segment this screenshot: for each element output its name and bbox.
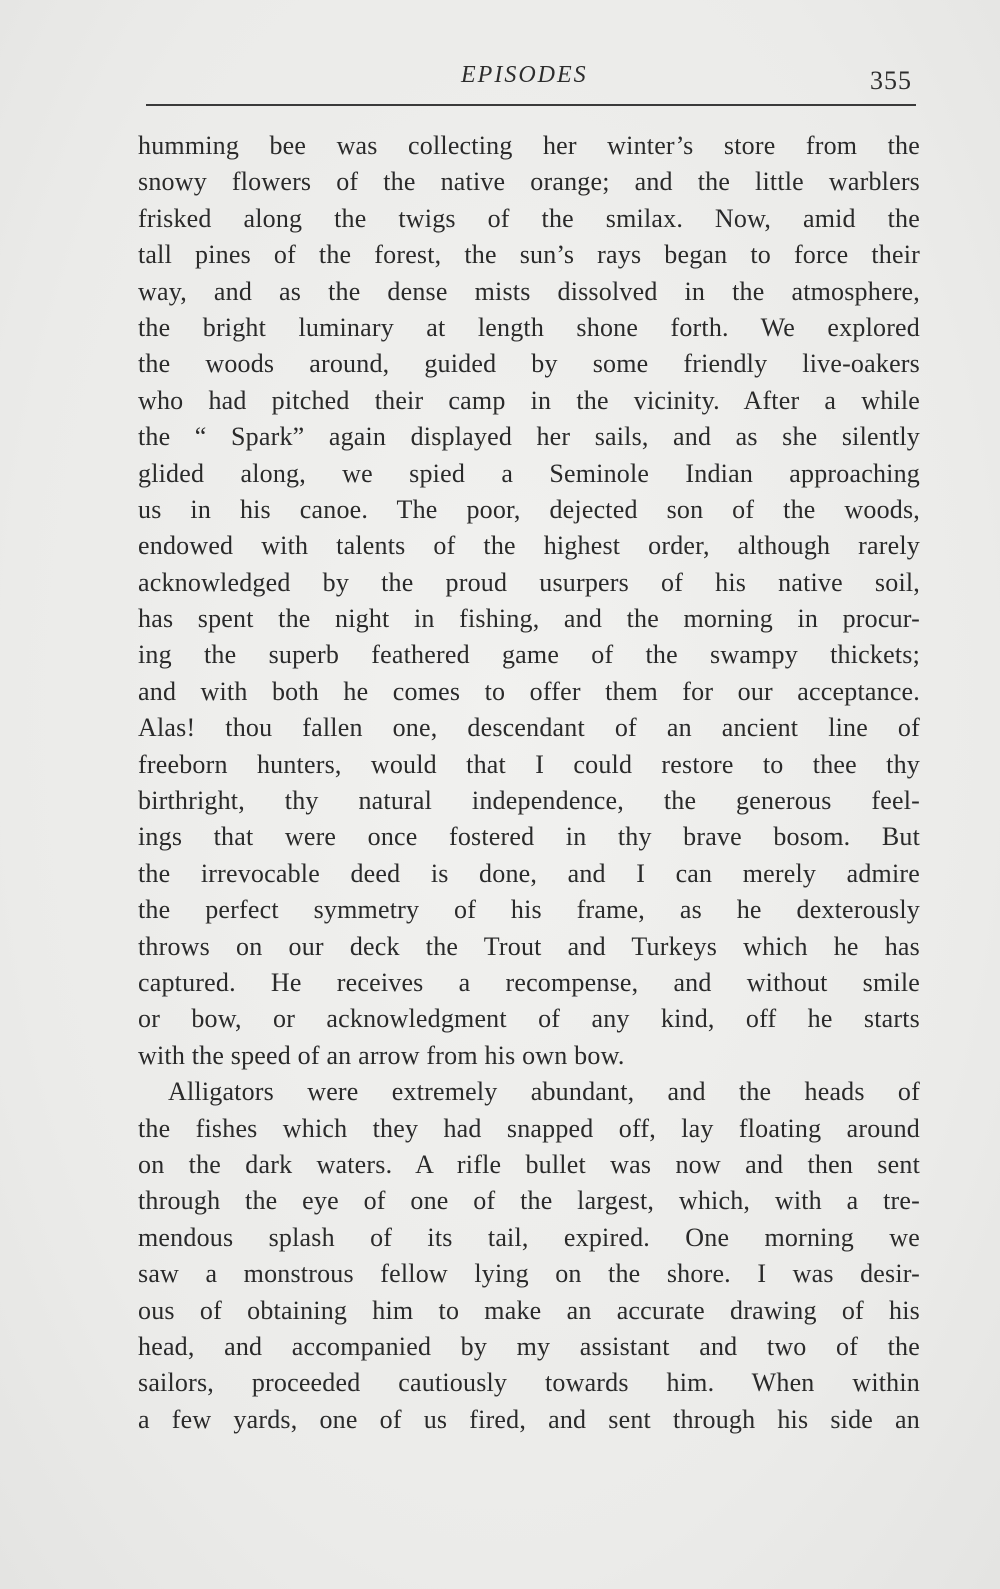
running-head [146, 60, 916, 100]
paragraph-start-line: Alligators were extremely abundant, and the heads of [168, 1077, 920, 1107]
text-line: throws on our deck the Trout and Turkeys which he has [138, 931, 920, 961]
text-line: ous of obtaining him to make an accurate drawing of his [138, 1295, 920, 1325]
text-line: acknowledged by the proud usurpers of his native soil, [138, 567, 920, 597]
text-line: tall pines of the forest, the sun’s rays began to force their [138, 240, 920, 270]
text-line: the irrevocable deed is done, and I can merely admire [138, 858, 920, 888]
text-line: freeborn hunters, would that I could restore to thee thy [138, 749, 920, 779]
header-rule [146, 104, 916, 106]
text-line: the bright luminary at length shone forth. We explored [138, 312, 920, 342]
text-line: glided along, we spied a Seminole Indian approaching [138, 458, 920, 488]
text-line: and with both he comes to offer them for our acceptance. [138, 676, 920, 706]
text-line: captured. He receives a recompense, and without smile [138, 967, 920, 997]
body-text [138, 128, 920, 1438]
text-line: ing the superb feathered game of the swampy thickets; [138, 640, 920, 670]
paragraph-end-line: with the speed of an arrow from his own bow. [138, 1040, 625, 1070]
text-line: on the dark waters. A rifle bullet was now and then sent [138, 1149, 920, 1179]
running-title: EPISODES [461, 62, 588, 88]
text-line: humming bee was collecting her winter’s store from the [138, 131, 920, 160]
text-line: birthright, thy natural independence, the generous feel- [138, 786, 920, 816]
text-line: head, and accompanied by my assistant and two of the [138, 1331, 920, 1361]
text-line: through the eye of one of the largest, which, with a tre- [138, 1186, 920, 1216]
text-line: the “ Spark” again displayed her sails, and as she silently [138, 422, 920, 452]
text-line: way, and as the dense mists dissolved in the atmosphere, [138, 276, 920, 306]
text-line: saw a monstrous fellow lying on the shore. I was desir- [138, 1259, 920, 1289]
text-line: sailors, proceeded cautiously towards him. When within [138, 1368, 920, 1398]
text-line: who had pitched their camp in the vicinity. After a while [138, 385, 920, 415]
text-line: us in his canoe. The poor, dejected son of the woods, [138, 494, 920, 524]
text-line: snowy flowers of the native orange; and the little warblers [138, 167, 920, 197]
text-line: the woods around, guided by some friendly live-oakers [138, 349, 920, 379]
text-line: a few yards, one of us fired, and sent through his side an [138, 1404, 920, 1434]
text-line: frisked along the twigs of the smilax. Now, amid the [138, 203, 920, 233]
text-line: mendous splash of its tail, expired. One morning we [138, 1222, 920, 1252]
text-line: endowed with talents of the highest order, although rarely [138, 531, 920, 561]
text-line: has spent the night in fishing, and the morning in procur- [138, 604, 920, 634]
page-number: 355 [870, 66, 912, 95]
text-line: Alas! thou fallen one, descendant of an ancient line of [138, 713, 920, 743]
text-line: the perfect symmetry of his frame, as he dexterously [138, 895, 920, 925]
text-line: or bow, or acknowledgment of any kind, off he starts [138, 1004, 920, 1034]
text-line: ings that were once fostered in thy brave bosom. But [138, 822, 920, 852]
text-line: the fishes which they had snapped off, lay floating around [138, 1113, 920, 1143]
